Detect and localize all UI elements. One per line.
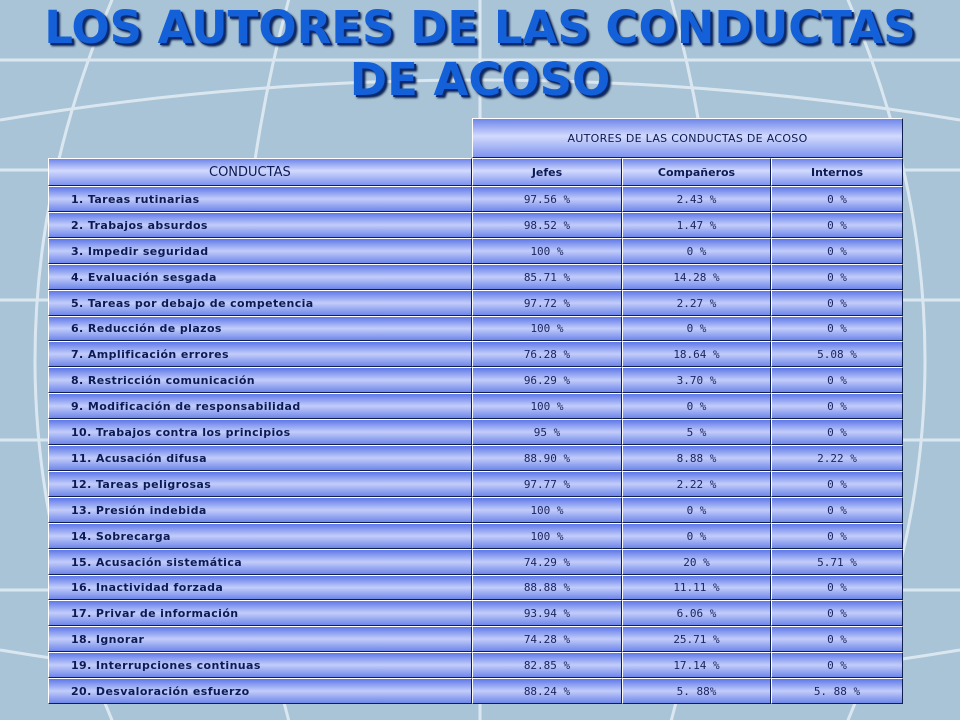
row-label: 19. Interrupciones continuas (48, 652, 472, 678)
page-title-line-1: LOS AUTORES DE LAS CONDUCTAS (44, 1, 916, 54)
internos-value: 5.08 % (771, 341, 903, 367)
row-label: 17. Privar de información (48, 600, 472, 626)
group-header: AUTORES DE LAS CONDUCTAS DE ACOSO (472, 118, 903, 158)
jefes-value: 100 % (472, 393, 622, 419)
companeros-value: 25.71 % (622, 626, 771, 652)
internos-value: 0 % (771, 186, 903, 212)
jefes-value: 100 % (472, 316, 622, 341)
row-label: 20. Desvaloración esfuerzo (48, 678, 472, 704)
jefes-value: 98.52 % (472, 212, 622, 238)
jefes-value: 97.56 % (472, 186, 622, 212)
companeros-value: 0 % (622, 238, 771, 264)
companeros-value: 5. 88% (622, 678, 771, 704)
companeros-value: 0 % (622, 393, 771, 419)
companeros-value: 20 % (622, 549, 771, 575)
internos-value: 0 % (771, 575, 903, 600)
internos-value: 5. 88 % (771, 678, 903, 704)
companeros-value: 0 % (622, 523, 771, 549)
page-title-line-2: DE ACOSO (349, 53, 611, 106)
row-label: 18. Ignorar (48, 626, 472, 652)
internos-value: 0 % (771, 290, 903, 316)
row-label: 1. Tareas rutinarias (48, 186, 472, 212)
internos-value: 0 % (771, 238, 903, 264)
internos-value: 0 % (771, 264, 903, 290)
row-label: 9. Modificación de responsabilidad (48, 393, 472, 419)
column-header-internos: Internos (771, 158, 903, 186)
row-label: 3. Impedir seguridad (48, 238, 472, 264)
companeros-value: 0 % (622, 316, 771, 341)
internos-value: 0 % (771, 626, 903, 652)
companeros-value: 14.28 % (622, 264, 771, 290)
internos-value: 0 % (771, 471, 903, 497)
jefes-value: 93.94 % (472, 600, 622, 626)
internos-value: 2.22 % (771, 445, 903, 471)
row-label: 13. Presión indebida (48, 497, 472, 523)
row-label: 10. Trabajos contra los principios (48, 419, 472, 445)
jefes-value: 74.29 % (472, 549, 622, 575)
companeros-value: 6.06 % (622, 600, 771, 626)
row-label: 8. Restricción comunicación (48, 367, 472, 393)
internos-value: 0 % (771, 419, 903, 445)
internos-value: 0 % (771, 212, 903, 238)
companeros-value: 0 % (622, 497, 771, 523)
jefes-value: 96.29 % (472, 367, 622, 393)
jefes-value: 76.28 % (472, 341, 622, 367)
companeros-value: 8.88 % (622, 445, 771, 471)
jefes-value: 88.24 % (472, 678, 622, 704)
companeros-value: 2.22 % (622, 471, 771, 497)
row-label: 5. Tareas por debajo de competencia (48, 290, 472, 316)
row-label: 2. Trabajos absurdos (48, 212, 472, 238)
jefes-value: 95 % (472, 419, 622, 445)
internos-value: 5.71 % (771, 549, 903, 575)
companeros-value: 3.70 % (622, 367, 771, 393)
companeros-value: 1.47 % (622, 212, 771, 238)
internos-value: 0 % (771, 523, 903, 549)
jefes-value: 74.28 % (472, 626, 622, 652)
jefes-value: 97.77 % (472, 471, 622, 497)
companeros-value: 2.43 % (622, 186, 771, 212)
jefes-value: 100 % (472, 238, 622, 264)
row-label: 11. Acusación difusa (48, 445, 472, 471)
internos-value: 0 % (771, 367, 903, 393)
row-label: 7. Amplificación errores (48, 341, 472, 367)
row-label: 16. Inactividad forzada (48, 575, 472, 600)
row-label: 6. Reducción de plazos (48, 316, 472, 341)
row-label: 15. Acusación sistemática (48, 549, 472, 575)
internos-value: 0 % (771, 652, 903, 678)
row-label: 12. Tareas peligrosas (48, 471, 472, 497)
row-header-conductas: CONDUCTAS (48, 158, 472, 186)
internos-value: 0 % (771, 600, 903, 626)
companeros-value: 5 % (622, 419, 771, 445)
internos-value: 0 % (771, 316, 903, 341)
companeros-value: 17.14 % (622, 652, 771, 678)
jefes-value: 100 % (472, 523, 622, 549)
row-label: 4. Evaluación sesgada (48, 264, 472, 290)
internos-value: 0 % (771, 393, 903, 419)
row-label: 14. Sobrecarga (48, 523, 472, 549)
jefes-value: 85.71 % (472, 264, 622, 290)
companeros-value: 2.27 % (622, 290, 771, 316)
column-header-jefes: Jefes (472, 158, 622, 186)
jefes-value: 82.85 % (472, 652, 622, 678)
jefes-value: 97.72 % (472, 290, 622, 316)
companeros-value: 18.64 % (622, 341, 771, 367)
jefes-value: 100 % (472, 497, 622, 523)
companeros-value: 11.11 % (622, 575, 771, 600)
internos-value: 0 % (771, 497, 903, 523)
jefes-value: 88.88 % (472, 575, 622, 600)
column-header-companeros: Compañeros (622, 158, 771, 186)
jefes-value: 88.90 % (472, 445, 622, 471)
